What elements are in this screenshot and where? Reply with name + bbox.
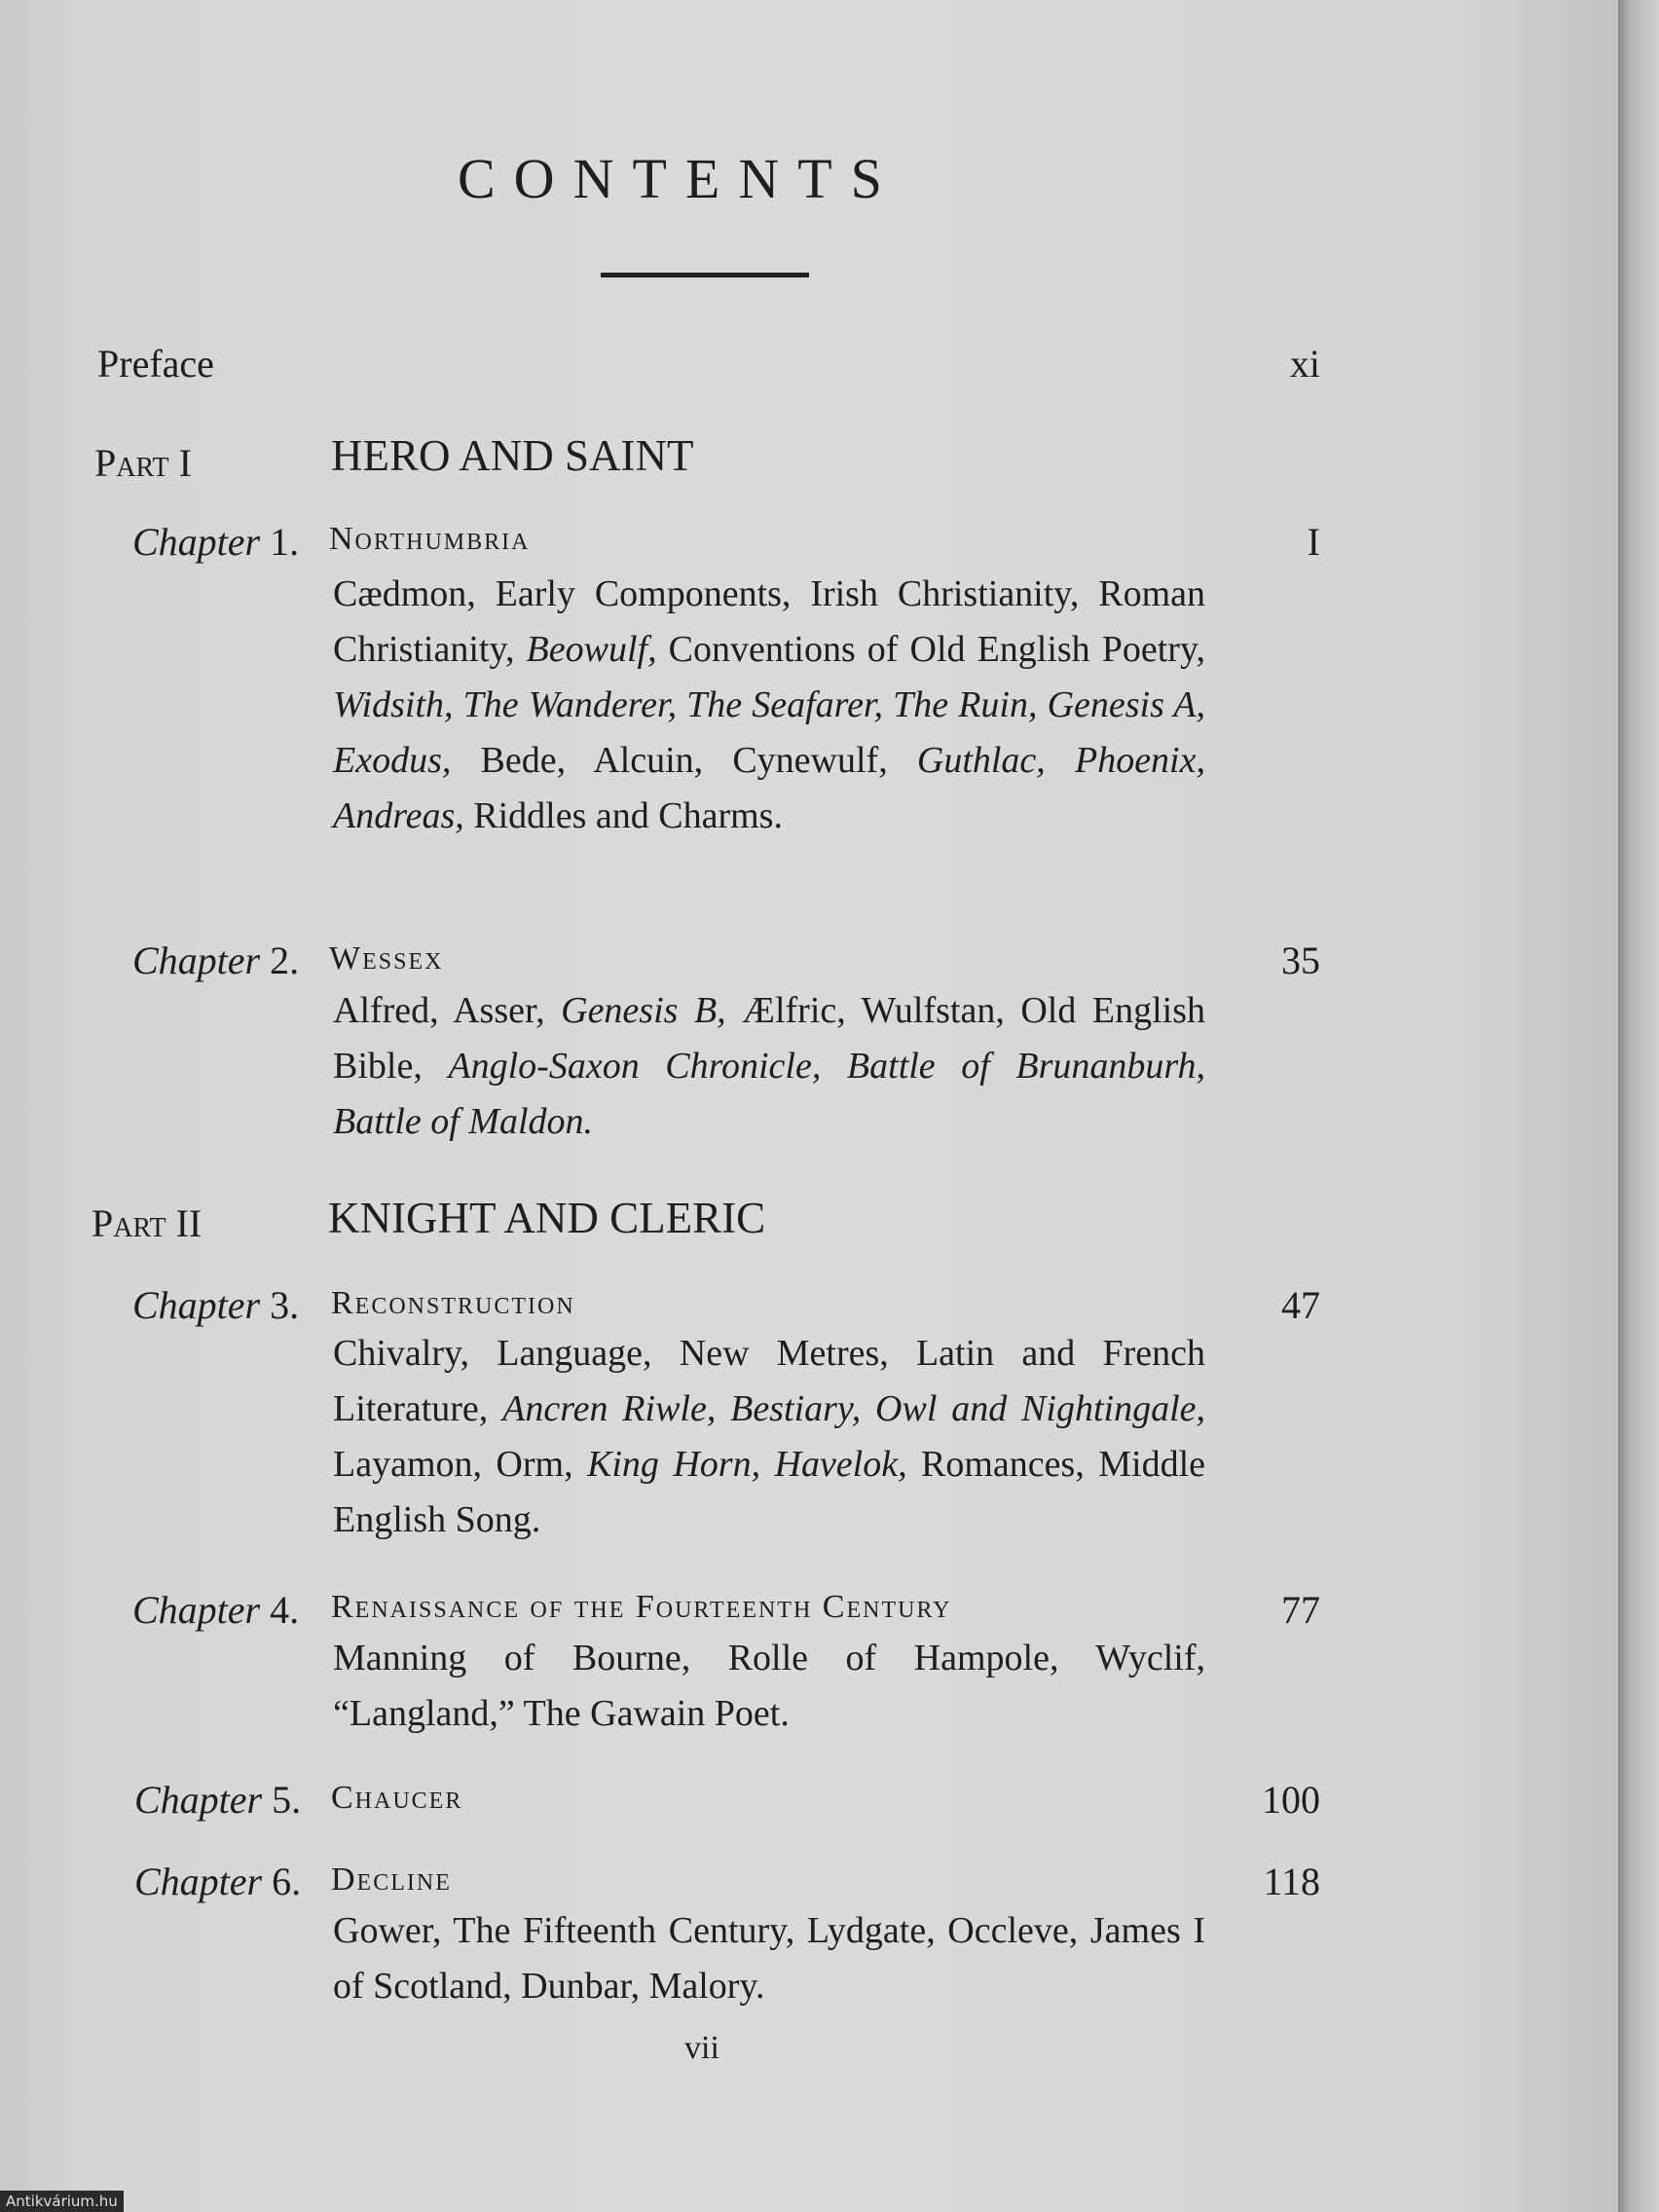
- page-edge-shadow: [1618, 0, 1659, 2212]
- text-run: Romances, Middle English Song.: [333, 1444, 1206, 1540]
- chapter-1-page-number: I: [1307, 520, 1320, 564]
- part-2-title: KNIGHT AND CLERIC: [328, 1194, 766, 1242]
- italic-title-run: Ancren Riwle, Bestiary, Owl and Nightingale,: [502, 1388, 1205, 1429]
- chapter-5-title: Chaucer: [331, 1780, 463, 1816]
- chapter-3-description: [333, 1326, 1205, 1548]
- chapter-1-title: Northumbria: [329, 521, 531, 557]
- text-run: Ælfric, Wulfstan, Old English Bible,: [333, 990, 1205, 1087]
- chapter-4-title: Renaissance of the Fourteenth Century: [331, 1589, 952, 1625]
- italic-title-run: Beowulf,: [526, 629, 657, 670]
- preface-label: Preface: [97, 342, 214, 386]
- page-folio: vii: [684, 2030, 719, 2066]
- italic-title-run: Anglo-Saxon Chronicle, Battle of Brunanburh, Battle of Maldon.: [333, 1046, 1205, 1142]
- italic-title-run: Guthlac, Phoenix, Andreas,: [333, 740, 1205, 836]
- chapter-1-description: [333, 567, 1205, 844]
- chapter-6-description: [333, 1903, 1205, 2014]
- italic-title-run: King Horn, Havelok,: [587, 1444, 907, 1485]
- chapter-2-label: Chapter 2.: [132, 939, 300, 982]
- chapter-3-page-number: 47: [1281, 1283, 1320, 1327]
- preface-page-number: xi: [1289, 342, 1320, 386]
- chapter-2-page-number: 35: [1281, 939, 1320, 982]
- chapter-3-label: Chapter 3.: [132, 1283, 300, 1327]
- chapter-3-title: Reconstruction: [331, 1285, 575, 1321]
- chapter-2-title: Wessex: [329, 940, 444, 977]
- chapter-6-title: Decline: [331, 1862, 452, 1898]
- text-run: Chivalry, Language, New Metres, Latin and French Literature,: [333, 1333, 1205, 1429]
- text-run: Layamon, Orm,: [333, 1444, 588, 1485]
- text-run: Alfred, Asser,: [333, 990, 562, 1031]
- chapter-5-label: Chapter 5.: [134, 1778, 302, 1822]
- text-run: Conventions of Old English Poetry,: [656, 629, 1205, 670]
- italic-title-run: Widsith, The Wanderer, The Seafarer, The Ruin, Genesis A, Exodus,: [333, 684, 1205, 781]
- part-1-label: Part I: [94, 441, 192, 485]
- heading-rule: [601, 273, 809, 277]
- watermark: Antikvárium.hu: [0, 2191, 124, 2212]
- chapter-6-page-number: 118: [1263, 1860, 1320, 1903]
- text-run: Riddles and Charms.: [463, 795, 783, 836]
- italic-title-run: Genesis B,: [561, 990, 726, 1031]
- part-2-label: Part II: [92, 1201, 203, 1245]
- chapter-1-label: Chapter 1.: [132, 520, 300, 564]
- text-run: Manning of Bourne, Rolle of Hampole, Wyclif, “Langland,” The Gawain Poet.: [333, 1638, 1205, 1734]
- chapter-4-label: Chapter 4.: [132, 1588, 300, 1632]
- chapter-2-description: [333, 983, 1205, 1150]
- text-run: Gower, The Fifteenth Century, Lydgate, Occleve, James I of Scotland, Dunbar, Malory.: [333, 1910, 1205, 2007]
- contents-heading: CONTENTS: [458, 147, 901, 210]
- chapter-6-label: Chapter 6.: [134, 1860, 302, 1903]
- text-run: Bede, Alcuin, Cynewulf,: [451, 740, 917, 781]
- chapter-4-description: [333, 1631, 1205, 1742]
- text-run: Cædmon, Early Components, Irish Christianity, Roman Christianity,: [333, 573, 1205, 670]
- part-1-title: HERO AND SAINT: [331, 431, 694, 480]
- chapter-4-page-number: 77: [1281, 1588, 1320, 1632]
- chapter-5-page-number: 100: [1262, 1778, 1320, 1822]
